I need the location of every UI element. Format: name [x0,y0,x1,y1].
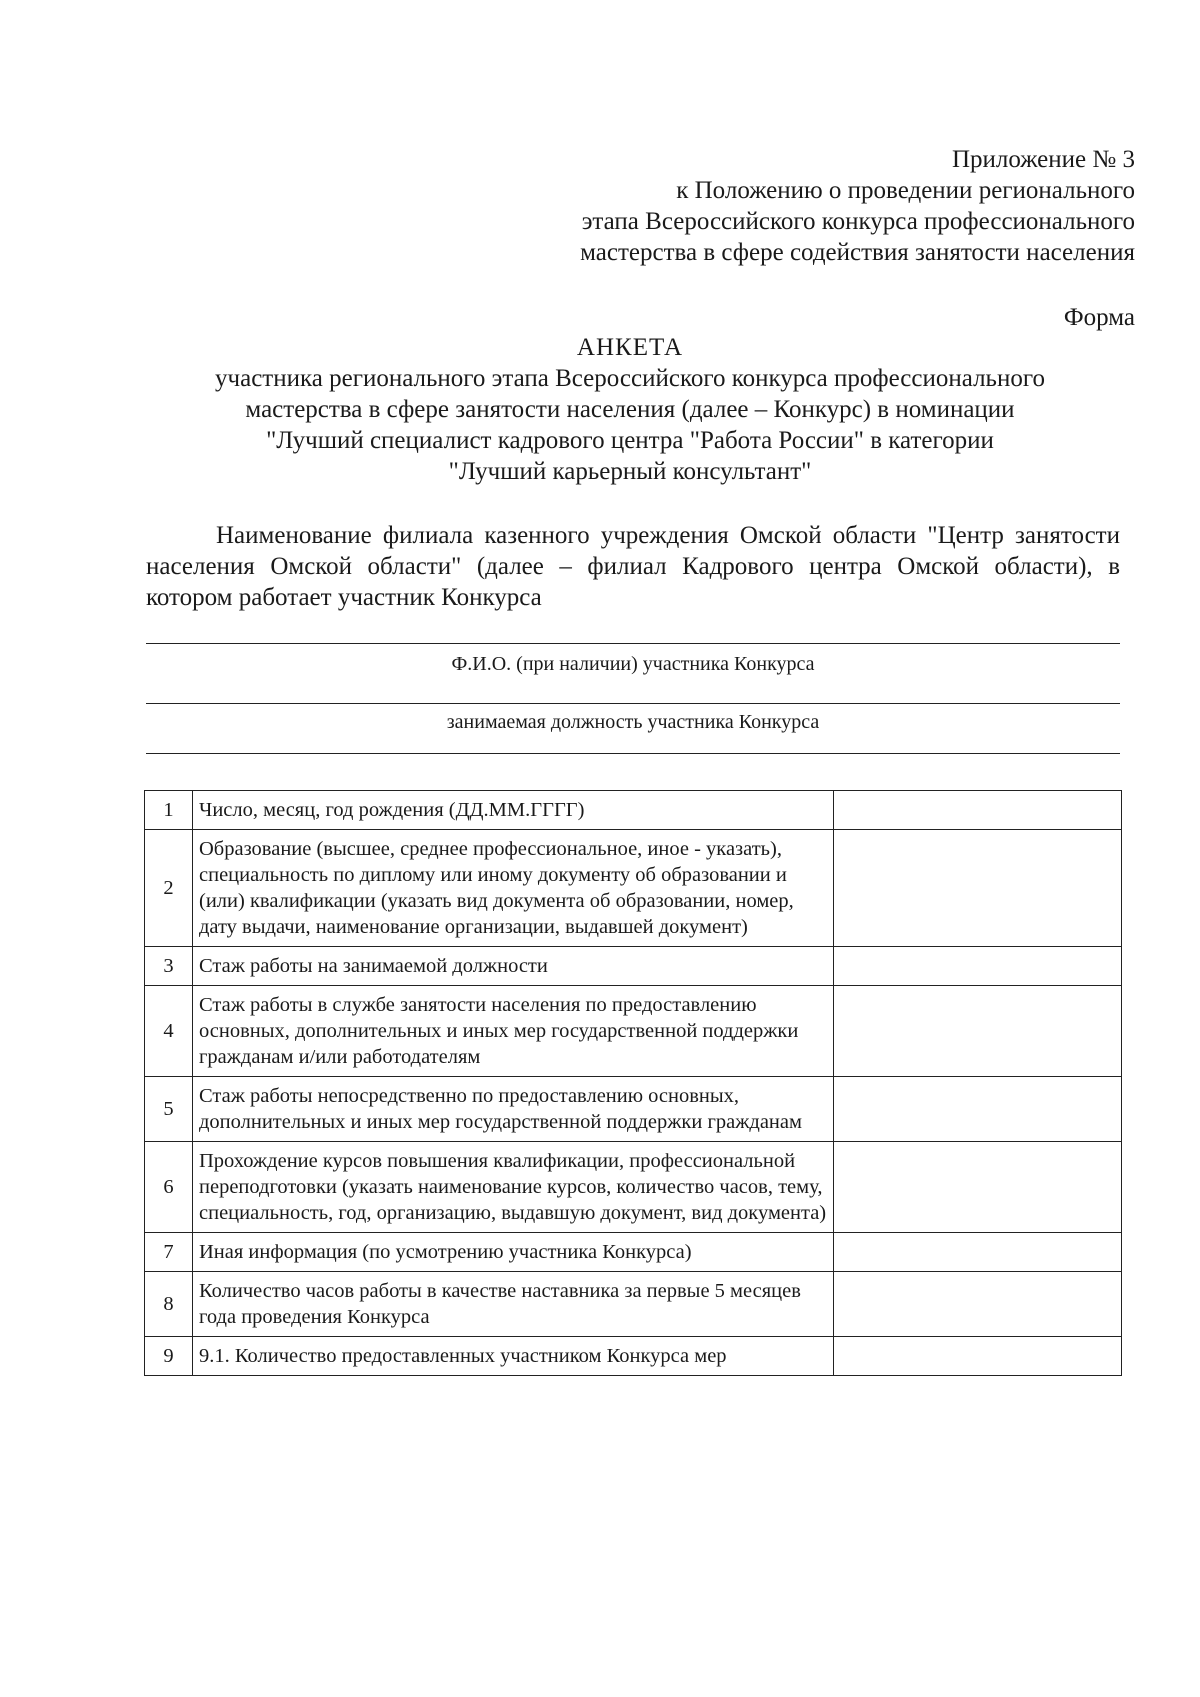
row-number: 9 [145,1337,193,1376]
table-row [145,830,1122,947]
table-row [145,986,1122,1077]
row-description: 9.1. Количество предоставленных участником Конкурса мер [193,1337,834,1376]
position-field-line[interactable] [146,753,1120,754]
appendix-header [580,144,1135,268]
appendix-line: этапа Всероссийского конкурса профессионального [581,208,1135,235]
row-number: 4 [145,986,193,1077]
document-title [140,332,1120,487]
appendix-line: к Положению о проведении регионального [676,177,1135,204]
row-value-cell[interactable] [834,1233,1122,1272]
appendix-line: мастерства в сфере содействия занятости населения [580,239,1135,266]
title-heading: АНКЕТА [576,334,684,361]
table-row [145,947,1122,986]
form-label: Форма [1063,304,1135,331]
title-line: "Лучший специалист кадрового центра "Работа России" в категории [266,427,994,454]
row-number: 3 [145,947,193,986]
row-number: 1 [145,791,193,830]
intro-paragraph: Наименование филиала казенного учреждения Омской области "Центр занятости населения Омской области" (далее – филиал Кадрового центра Омской области), в котором работает участник Конкурса [146,522,1120,611]
fio-caption: Ф.И.О. (при наличии) участника Конкурса [451,653,815,675]
row-value-cell[interactable] [834,1272,1122,1337]
row-value-cell[interactable] [834,1142,1122,1233]
table-row [145,1337,1122,1376]
row-value-cell[interactable] [834,830,1122,947]
row-description: Стаж работы в службе занятости населения по предоставлению основных, дополнительных и иных мер государственной поддержки гражданам и/или работодателям [193,986,834,1077]
row-description: Стаж работы непосредственно по предоставлению основных, дополнительных и иных мер государственной поддержки гражданам [193,1077,834,1142]
row-description: Иная информация (по усмотрению участника Конкурса) [193,1233,834,1272]
row-number: 7 [145,1233,193,1272]
row-number: 2 [145,830,193,947]
table-row [145,1142,1122,1233]
table-row [145,791,1122,830]
row-value-cell[interactable] [834,986,1122,1077]
appendix-line: Приложение № 3 [951,146,1135,173]
row-value-cell[interactable] [834,947,1122,986]
row-value-cell[interactable] [834,1077,1122,1142]
branch-name-field-line[interactable] [146,643,1120,644]
table-row [145,1272,1122,1337]
row-description: Прохождение курсов повышения квалификации, профессиональной переподготовки (указать наименование курсов, количество часов, тему, специальность, год, организацию, выдавшую документ, вид документа) [193,1142,834,1233]
row-description: Число, месяц, год рождения (ДД.ММ.ГГГГ) [193,791,834,830]
row-description: Стаж работы на занимаемой должности [193,947,834,986]
title-line: мастерства в сфере занятости населения (далее – Конкурс) в номинации [245,396,1015,423]
position-caption: занимаемая должность участника Конкурса [446,711,820,733]
table-row [145,1233,1122,1272]
questionnaire-table [144,790,1122,1376]
row-number: 8 [145,1272,193,1337]
row-value-cell[interactable] [834,1337,1122,1376]
row-value-cell[interactable] [834,791,1122,830]
row-description: Количество часов работы в качестве наставника за первые 5 месяцев года проведения Конкурса [193,1272,834,1337]
row-number: 5 [145,1077,193,1142]
row-number: 6 [145,1142,193,1233]
title-line: участника регионального этапа Всероссийского конкурса профессионального [215,365,1045,392]
fio-field-line[interactable] [146,703,1120,704]
title-line: "Лучший карьерный консультант" [448,458,812,485]
table-row [145,1077,1122,1142]
row-description: Образование (высшее, среднее профессиональное, иное - указать), специальность по диплому или иному документу об образовании и (или) квалификации (указать вид документа об образовании, номер, дату выдачи, наименование организации, выдавшей документ) [193,830,834,947]
